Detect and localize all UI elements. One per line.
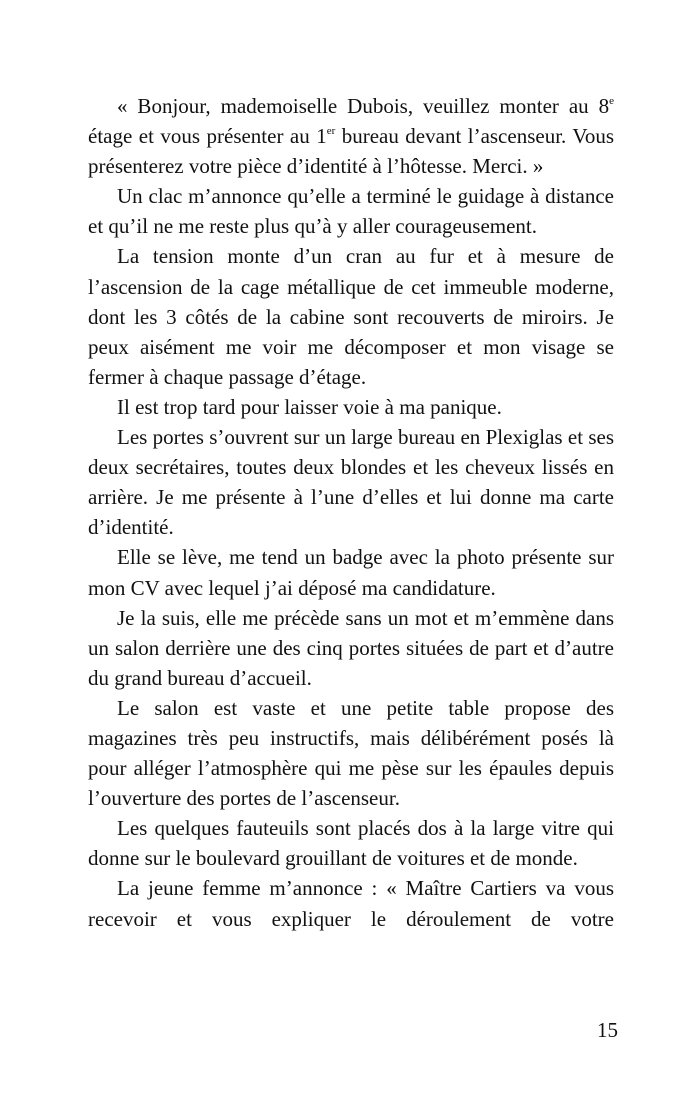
paragraph: Je la suis, elle me précède sans un mot et m’emmène dans un salon derrière une des cinq portes situées de part et d’autre du grand bureau d’accueil.: [88, 605, 614, 690]
paragraph-receptionist-message: « Bonjour, mademoiselle Dubois, veuillez monter au 8e étage et vous présenter au 1er bureau devant l’ascenseur. Vous présenterez votre pièce d’identité à l’hôtesse. Merci. »: [88, 94, 614, 179]
paragraph: Les quelques fauteuils sont placés dos à la large vitre qui donne sur le boulevard grouillant de voitures et de monde.: [88, 816, 614, 871]
superscript-e: e: [609, 95, 614, 107]
paragraph: Les portes s’ouvrent sur un large bureau en Plexiglas et ses deux secrétaires, toutes deux blondes et les cheveux lissés en arrière. Je me présente à l’une d’elles et lui donne ma carte d’identité.: [88, 425, 614, 540]
page-number: 15: [597, 1018, 618, 1042]
paragraph: La tension monte d’un cran au fur et à mesure de l’ascension de la cage métallique de cet immeuble moderne, dont les 3 côtés de la cabine sont recouverts de miroirs. Je peux aisément me voir me décomposer et mon visage se fermer à chaque passage d’étage.: [88, 244, 614, 389]
paragraph: Elle se lève, me tend un badge avec la photo présente sur mon CV avec lequel j’ai déposé ma candidature.: [88, 545, 614, 600]
paragraph: Un clac m’annonce qu’elle a terminé le guidage à distance et qu’il ne me reste plus qu’à y aller courageusement.: [88, 184, 614, 239]
paragraph: Il est trop tard pour laisser voie à ma panique.: [117, 394, 502, 419]
paragraph: Le salon est vaste et une petite table propose des magazines très peu instructifs, mais délibérément posés là pour alléger l’atmosphère qui me pèse sur les épaules depuis l’ouverture des portes de l’ascenseur.: [88, 695, 614, 811]
superscript-er: er: [326, 125, 336, 138]
paragraph-continues: La jeune femme m’annonce : « Maître Cartiers va vous recevoir et vous expliquer le déroulement de votre: [88, 876, 614, 931]
body-text: [88, 91, 614, 934]
